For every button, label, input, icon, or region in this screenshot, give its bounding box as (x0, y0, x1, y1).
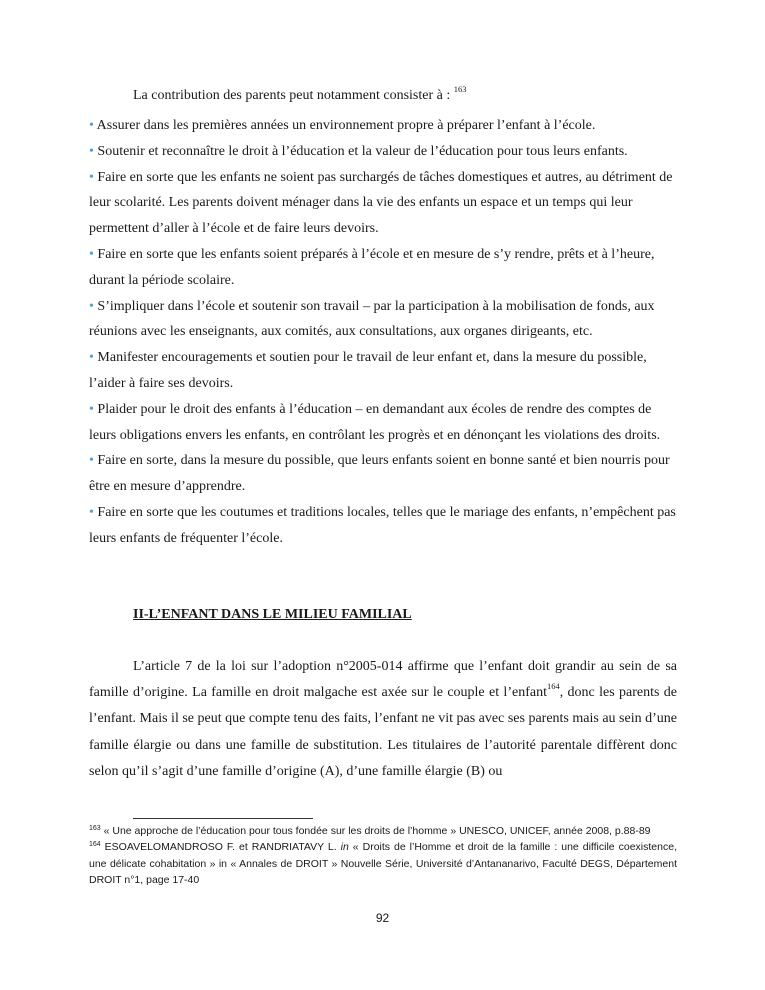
footnote-in: in (340, 841, 349, 854)
paragraph-text-1: L’article 7 de la loi sur l’adoption n°2005-014 affirme que l’enfant doit grandir au sein de sa famille d’origine. La famille en droit malgache est axée sur le couple et l’enfant (89, 659, 677, 701)
list-item (89, 294, 679, 346)
list-item-text: Faire en sorte, dans la mesure du possible, que leurs enfants soient en bonne santé et bien nourris pour être en mesure d’apprendre. (89, 453, 670, 495)
footnote-text: « Droits de l’Homme et droit de la famille : une difficile coexistence, une délicate cohabitation » in « Annales de DROIT » Nouvelle Série, Université d’Antananarivo, Faculté DEGS, Département DROIT n°1, page 17-40 (89, 841, 677, 887)
footnote-number: 163 (89, 825, 101, 832)
page-number: 92 (375, 911, 390, 925)
bullet-icon: • (89, 246, 94, 262)
intro-line (133, 86, 467, 106)
list-item-text: Manifester encouragements et soutien pour le travail de leur enfant et, dans la mesure du possible, l’aider à faire ses devoirs. (89, 350, 647, 391)
list-item-text: Plaider pour le droit des enfants à l’éducation – en demandant aux écoles de rendre des comptes de leurs obligations envers les enfants, en contrôlant les progrès et en dénonçant les violations des droits. (89, 401, 661, 443)
list-item (89, 242, 679, 294)
list-item-text: S’impliquer dans l’école et soutenir son travail – par la participation à la mobilisation de fonds, aux réunions avec les enseignants, aux comités, aux consultations, aux organes dirigeants, etc. (89, 298, 655, 340)
list-item-text: Soutenir et reconnaître le droit à l’éducation et la valeur de l’éducation pour tous leurs enfants. (97, 143, 628, 159)
list-item-text: Faire en sorte que les coutumes et traditions locales, telles que le mariage des enfants, n’empêchent pas leurs enfants de fréquenter l’école. (89, 504, 676, 546)
bullet-icon: • (89, 504, 94, 520)
list-item (89, 165, 679, 242)
body-paragraph (89, 654, 677, 785)
footnote-163 (89, 823, 677, 839)
footnote-text: « Une approche de l’éducation pour tous fondée sur les droits de l’homme » UNESCO, UNICEF, année 2008, p.88-89 (100, 825, 651, 837)
list-item (89, 500, 679, 552)
bullet-icon: • (89, 453, 94, 469)
bullet-icon: • (89, 118, 94, 133)
list-item (89, 345, 679, 397)
bullet-icon: • (89, 401, 94, 417)
list-item (89, 139, 679, 165)
footnote-authors: ESOAVELOMANDROSO F. et RANDRIATAVY L. (100, 841, 341, 854)
footnote-ref-163: 163 (453, 84, 467, 94)
list-item (89, 397, 679, 449)
footnote-164 (89, 839, 677, 888)
bullet-icon: • (89, 169, 94, 185)
footnote-number: 164 (89, 841, 101, 849)
footnote-separator (133, 818, 313, 819)
section-heading: II-L’ENFANT DANS LE MILIEU FAMILIAL (133, 607, 412, 622)
list-item-text: Faire en sorte que les enfants soient préparés à l’école et en mesure de s’y rendre, prêts et à l’heure, durant la période scolaire. (89, 246, 655, 288)
contribution-list (89, 113, 679, 552)
bullet-icon: • (89, 143, 94, 159)
list-item-text: Assurer dans les premières années un environnement propre à préparer l’enfant à l’école. (96, 118, 596, 133)
paragraph-text-2: , donc les parents de l’enfant. Mais il se peut que compte tenu des faits, l’enfant ne vit pas avec ses parents mais au sein d’une famille élargie ou dans une famille de substitution. Les titulaires de l’autorité parentale diffèrent donc selon qu’il s’agit d’une famille d’origine (A), d’une famille élargie (B) ou (89, 685, 677, 779)
list-item (89, 448, 679, 500)
footnotes (89, 823, 677, 889)
footnote-ref-164: 164 (546, 681, 560, 692)
list-item-text: Faire en sorte que les enfants ne soient pas surchargés de tâches domestiques et autres, au détriment de leur scolarité. Les parents doivent ménager dans la vie des enfants un espace et un temps qui leur permettent d’aller à l’école et de faire leurs devoirs. (89, 169, 673, 237)
intro-text: La contribution des parents peut notamment consister à : (133, 88, 454, 103)
bullet-icon: • (89, 350, 94, 366)
list-item (89, 113, 679, 139)
bullet-icon: • (89, 298, 94, 314)
